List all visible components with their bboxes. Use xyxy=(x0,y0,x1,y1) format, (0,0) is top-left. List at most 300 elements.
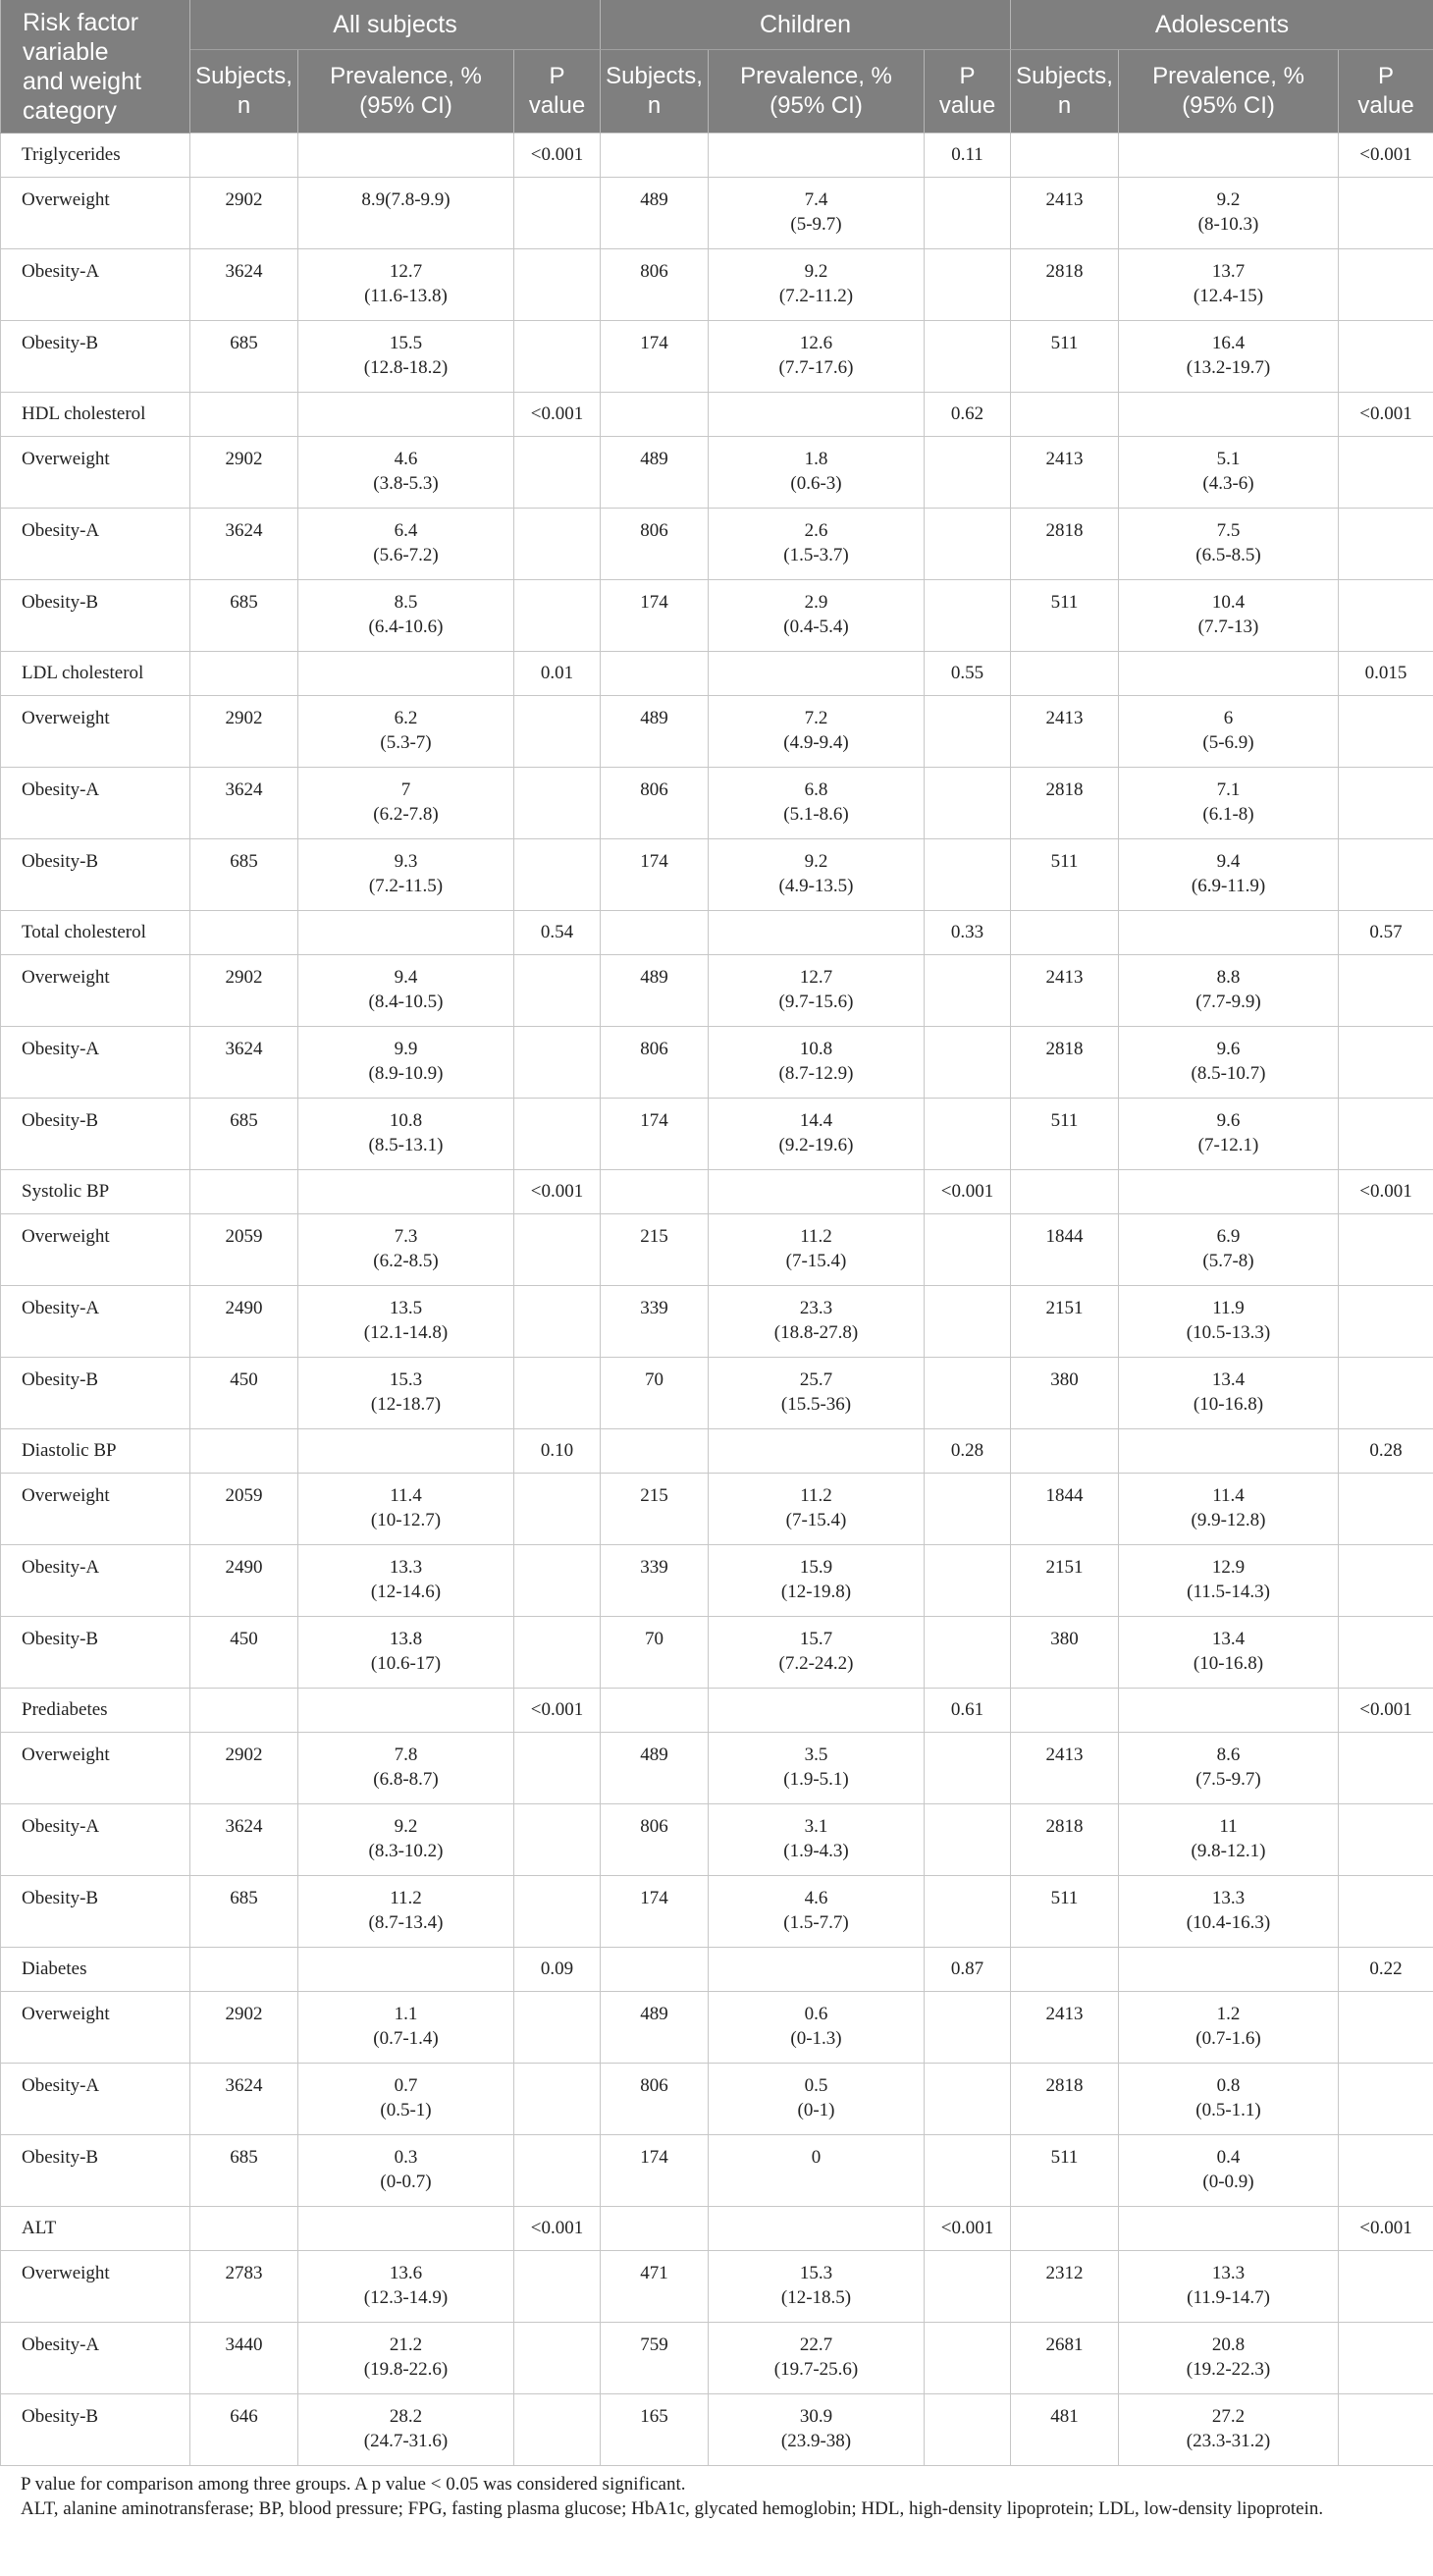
subjects-cell: 174 xyxy=(601,1099,709,1170)
prevalence-cell xyxy=(709,580,925,652)
prevalence-cell xyxy=(1119,1992,1339,2064)
empty-cell xyxy=(709,1429,925,1474)
prevalence-estimate: 0.8 xyxy=(1216,2075,1241,2096)
prevalence-ci: (23.3-31.2) xyxy=(1186,2431,1271,2451)
prevalence-cell xyxy=(298,2251,514,2323)
empty-cell xyxy=(1011,1948,1119,1992)
empty-cell xyxy=(601,911,709,955)
subjects-cell: 806 xyxy=(601,249,709,321)
empty-cell xyxy=(1119,911,1339,955)
subjects-cell: 2818 xyxy=(1011,509,1119,580)
subjects-cell: 2818 xyxy=(1011,768,1119,839)
weight-category-label: Overweight xyxy=(1,2251,190,2323)
empty-cell xyxy=(1339,955,1433,1027)
prevalence-ci: (7-15.4) xyxy=(785,1251,847,1271)
prevalence-ci: (12.1-14.8) xyxy=(363,1322,449,1343)
prevalence-cell xyxy=(709,1876,925,1948)
prevalence-cell xyxy=(709,249,925,321)
empty-cell xyxy=(925,1286,1011,1358)
prevalence-cell xyxy=(1119,580,1339,652)
prevalence-estimate: 0.6 xyxy=(804,2004,828,2024)
empty-cell xyxy=(925,249,1011,321)
category-label: Prediabetes xyxy=(1,1689,190,1733)
prevalence-cell xyxy=(1119,249,1339,321)
prevalence-ci: (4.9-13.5) xyxy=(778,876,854,896)
prevalence-estimate: 6.9 xyxy=(1216,1226,1241,1247)
weight-category-label: Obesity-B xyxy=(1,2394,190,2466)
empty-cell xyxy=(709,1170,925,1214)
prevalence-cell xyxy=(709,1992,925,2064)
prevalence-ci: (8.5-10.7) xyxy=(1191,1063,1266,1084)
prevalence-ci: (5.1-8.6) xyxy=(783,804,849,825)
prevalence-ci: (6.4-10.6) xyxy=(368,617,444,637)
prevalence-ci: (3.8-5.3) xyxy=(373,473,439,494)
empty-cell xyxy=(601,2207,709,2251)
empty-cell xyxy=(514,1286,601,1358)
empty-cell xyxy=(925,2135,1011,2207)
empty-cell xyxy=(1339,1027,1433,1099)
prevalence-ci: (15.5-36) xyxy=(780,1394,852,1415)
prevalence-cell xyxy=(1119,321,1339,393)
empty-cell xyxy=(1339,1286,1433,1358)
prevalence-estimate: 8.8 xyxy=(1216,967,1241,988)
prevalence-estimate: 22.7 xyxy=(799,2334,833,2355)
prevalence-ci: (12-18.7) xyxy=(370,1394,442,1415)
table-row xyxy=(1,955,1433,1027)
table-row xyxy=(1,839,1433,911)
prevalence-estimate: 23.3 xyxy=(799,1298,833,1318)
prevalence-cell xyxy=(298,178,514,249)
empty-cell xyxy=(514,1733,601,1804)
empty-cell xyxy=(601,134,709,178)
weight-category-label: Overweight xyxy=(1,437,190,509)
prevalence-cell xyxy=(298,2064,514,2135)
empty-cell xyxy=(1119,1948,1339,1992)
p-value-cell: 0.11 xyxy=(925,134,1011,178)
prevalence-estimate: 2.9 xyxy=(804,592,828,613)
prevalence-ci: (0-0.7) xyxy=(380,2172,432,2192)
empty-cell xyxy=(925,2251,1011,2323)
prevalence-ci: (9.7-15.6) xyxy=(778,992,854,1012)
empty-cell xyxy=(514,1804,601,1876)
weight-category-label: Overweight xyxy=(1,955,190,1027)
prevalence-cell xyxy=(1119,2064,1339,2135)
prevalence-ci: (8.3-10.2) xyxy=(368,1841,444,1861)
table-row xyxy=(1,1617,1433,1689)
prevalence-estimate: 11.4 xyxy=(1212,1485,1245,1506)
empty-cell xyxy=(1339,249,1433,321)
prevalence-cell xyxy=(709,2251,925,2323)
subjects-cell: 489 xyxy=(601,696,709,768)
prevalence-estimate: 13.3 xyxy=(389,1557,423,1578)
weight-category-label: Obesity-A xyxy=(1,509,190,580)
table-row xyxy=(1,1286,1433,1358)
prevalence-estimate: 3.1 xyxy=(804,1816,828,1837)
subjects-cell: 489 xyxy=(601,178,709,249)
empty-cell xyxy=(514,1474,601,1545)
empty-cell xyxy=(190,393,298,437)
empty-cell xyxy=(925,1545,1011,1617)
empty-cell xyxy=(1339,1214,1433,1286)
subjects-cell: 165 xyxy=(601,2394,709,2466)
subjects-cell: 806 xyxy=(601,1804,709,1876)
subjects-cell: 489 xyxy=(601,437,709,509)
subjects-cell: 174 xyxy=(601,839,709,911)
p-value-cell: <0.001 xyxy=(514,134,601,178)
subjects-cell: 339 xyxy=(601,1545,709,1617)
prevalence-ci: (5-6.9) xyxy=(1202,732,1254,753)
table-row xyxy=(1,696,1433,768)
subjects-cell: 174 xyxy=(601,1876,709,1948)
empty-cell xyxy=(1011,1429,1119,1474)
subjects-cell: 215 xyxy=(601,1474,709,1545)
prevalence-cell xyxy=(709,1286,925,1358)
empty-cell xyxy=(1119,1170,1339,1214)
prevalence-estimate: 15.5 xyxy=(389,333,423,353)
prevalence-ci: (6.8-8.7) xyxy=(373,1769,439,1790)
prevalence-ci: (8.7-13.4) xyxy=(368,1912,444,1933)
subjects-cell: 2413 xyxy=(1011,955,1119,1027)
subjects-cell: 2902 xyxy=(190,955,298,1027)
prevalence-estimate: 30.9 xyxy=(799,2406,833,2427)
subjects-cell: 380 xyxy=(1011,1358,1119,1429)
empty-cell xyxy=(514,1099,601,1170)
subjects-cell: 2902 xyxy=(190,1733,298,1804)
empty-cell xyxy=(514,2251,601,2323)
prevalence-ci: (12-19.8) xyxy=(780,1582,852,1602)
prevalence-estimate: 0.3 xyxy=(394,2147,418,2168)
empty-cell xyxy=(601,393,709,437)
prevalence-estimate: 6.4 xyxy=(394,520,418,541)
subjects-cell: 2902 xyxy=(190,437,298,509)
p-value-cell: <0.001 xyxy=(1339,1170,1433,1214)
prevalence-cell xyxy=(298,1099,514,1170)
category-label: HDL cholesterol xyxy=(1,393,190,437)
subjects-cell: 806 xyxy=(601,768,709,839)
prevalence-cell xyxy=(1119,1733,1339,1804)
prevalence-cell xyxy=(709,509,925,580)
prevalence-estimate: 11.2 xyxy=(800,1226,832,1247)
prevalence-estimate: 0 xyxy=(811,2147,822,2168)
prevalence-ci: (0.7-1.6) xyxy=(1195,2028,1261,2049)
prevalence-cell xyxy=(298,1358,514,1429)
empty-cell xyxy=(190,1689,298,1733)
prevalence-estimate: 12.6 xyxy=(799,333,833,353)
empty-cell xyxy=(1011,134,1119,178)
table-row xyxy=(1,1027,1433,1099)
subjects-cell: 806 xyxy=(601,509,709,580)
table-row xyxy=(1,2064,1433,2135)
prevalence-ci: (8-10.3) xyxy=(1197,214,1259,235)
weight-category-label: Obesity-A xyxy=(1,768,190,839)
p-value-cell: <0.001 xyxy=(1339,134,1433,178)
table-row xyxy=(1,580,1433,652)
prevalence-ci: (12.4-15) xyxy=(1193,286,1264,306)
prevalence-ci: (6.2-8.5) xyxy=(373,1251,439,1271)
table-row xyxy=(1,509,1433,580)
subjects-cell: 2312 xyxy=(1011,2251,1119,2323)
weight-category-label: Overweight xyxy=(1,1992,190,2064)
weight-category-label: Obesity-B xyxy=(1,580,190,652)
empty-cell xyxy=(925,1617,1011,1689)
prevalence-estimate: 12.9 xyxy=(1211,1557,1246,1578)
prevalence-ci: (1.9-5.1) xyxy=(783,1769,849,1790)
empty-cell xyxy=(925,580,1011,652)
empty-cell xyxy=(1339,1545,1433,1617)
prevalence-cell xyxy=(709,1358,925,1429)
empty-cell xyxy=(1339,1876,1433,1948)
prevalence-estimate: 16.4 xyxy=(1211,333,1246,353)
category-row xyxy=(1,134,1433,178)
prevalence-ci: (13.2-19.7) xyxy=(1186,357,1271,378)
subjects-cell: 511 xyxy=(1011,580,1119,652)
table-row xyxy=(1,1358,1433,1429)
weight-category-label: Obesity-B xyxy=(1,1099,190,1170)
empty-cell xyxy=(514,1358,601,1429)
table-row xyxy=(1,2323,1433,2394)
subjects-cell: 489 xyxy=(601,1733,709,1804)
empty-cell xyxy=(514,955,601,1027)
prevalence-estimate: 10.8 xyxy=(799,1039,833,1059)
prevalence-ci: (5.7-8) xyxy=(1202,1251,1254,1271)
table-row xyxy=(1,768,1433,839)
prevalence-cell xyxy=(298,1992,514,2064)
weight-category-label: Obesity-B xyxy=(1,839,190,911)
prevalence-cell xyxy=(1119,1545,1339,1617)
subjects-cell: 3624 xyxy=(190,2064,298,2135)
weight-category-label: Obesity-A xyxy=(1,1027,190,1099)
prevalence-cell xyxy=(1119,2394,1339,2466)
prevalence-cell xyxy=(298,1286,514,1358)
prevalence-ci: (19.2-22.3) xyxy=(1186,2359,1271,2380)
subjects-cell: 511 xyxy=(1011,2135,1119,2207)
category-row xyxy=(1,2207,1433,2251)
prevalence-ci: (5-9.7) xyxy=(790,214,842,235)
p-value-cell: 0.015 xyxy=(1339,652,1433,696)
prevalence-cell xyxy=(709,768,925,839)
prevalence-estimate: 6.2 xyxy=(394,708,418,728)
subjects-cell: 70 xyxy=(601,1617,709,1689)
prevalence-cell xyxy=(1119,1358,1339,1429)
empty-cell xyxy=(514,580,601,652)
footnote-abbreviations: ALT, alanine aminotransferase; BP, blood pressure; FPG, fasting plasma glucose; HbA1c, glycated hemoglobin; HDL, high-density lipoprotein; LDL, low-density lipoprotein. xyxy=(21,2498,1324,2519)
weight-category-label: Overweight xyxy=(1,178,190,249)
prevalence-ci: (7.2-11.2) xyxy=(778,286,854,306)
prevalence-estimate: 7.1 xyxy=(1216,779,1241,800)
prevalence-estimate: 15.9 xyxy=(799,1557,833,1578)
prevalence-ci: (10.4-16.3) xyxy=(1186,1912,1271,1933)
prevalence-estimate: 4.6 xyxy=(804,1888,828,1908)
prevalence-estimate: 7.4 xyxy=(804,189,828,210)
prevalence-estimate: 10.4 xyxy=(1211,592,1246,613)
subjects-cell: 2413 xyxy=(1011,178,1119,249)
table-row xyxy=(1,1804,1433,1876)
prevalence-cell xyxy=(1119,2251,1339,2323)
subjects-cell: 646 xyxy=(190,2394,298,2466)
empty-cell xyxy=(925,1358,1011,1429)
prevalence-ci: (7.7-13) xyxy=(1197,617,1259,637)
prevalence-cell xyxy=(709,2394,925,2466)
subjects-cell: 3624 xyxy=(190,1804,298,1876)
p-value-cell: <0.001 xyxy=(514,393,601,437)
subjects-cell: 2783 xyxy=(190,2251,298,2323)
table-row xyxy=(1,1099,1433,1170)
prevalence-ci: (7.5-9.7) xyxy=(1195,1769,1261,1790)
prevalence-cell xyxy=(709,1214,925,1286)
prevalence-cell xyxy=(298,2135,514,2207)
prevalence-cell xyxy=(298,839,514,911)
empty-cell xyxy=(925,1804,1011,1876)
empty-cell xyxy=(925,437,1011,509)
subjects-cell: 1844 xyxy=(1011,1474,1119,1545)
category-row xyxy=(1,652,1433,696)
subjects-header: Subjects, n xyxy=(601,50,709,134)
prevalence-cell xyxy=(709,321,925,393)
weight-category-label: Overweight xyxy=(1,696,190,768)
prevalence-header: Prevalence, % (95% CI) xyxy=(709,50,925,134)
empty-cell xyxy=(1339,1733,1433,1804)
prevalence-ci: (0-1) xyxy=(797,2100,835,2120)
prevalence-estimate: 9.9 xyxy=(394,1039,418,1059)
subjects-cell: 3440 xyxy=(190,2323,298,2394)
empty-cell xyxy=(514,696,601,768)
empty-cell xyxy=(190,2207,298,2251)
empty-cell xyxy=(1011,652,1119,696)
prevalence-header: Prevalence, % (95% CI) xyxy=(298,50,514,134)
empty-cell xyxy=(1339,1099,1433,1170)
prevalence-cell xyxy=(298,580,514,652)
category-label: Diastolic BP xyxy=(1,1429,190,1474)
empty-cell xyxy=(1339,2251,1433,2323)
prevalence-ci: (10.5-13.3) xyxy=(1186,1322,1271,1343)
empty-cell xyxy=(925,1733,1011,1804)
subjects-cell: 2151 xyxy=(1011,1286,1119,1358)
table-row xyxy=(1,1474,1433,1545)
pvalue-header: P value xyxy=(1339,50,1433,134)
empty-cell xyxy=(1339,2323,1433,2394)
prevalence-estimate: 9.4 xyxy=(394,967,418,988)
empty-cell xyxy=(298,652,514,696)
prevalence-cell xyxy=(298,1876,514,1948)
category-label: ALT xyxy=(1,2207,190,2251)
prevalence-cell xyxy=(298,321,514,393)
empty-cell xyxy=(514,509,601,580)
prevalence-cell xyxy=(298,2394,514,2466)
prevalence-estimate: 11.9 xyxy=(1212,1298,1245,1318)
p-value-cell: 0.01 xyxy=(514,652,601,696)
prevalence-estimate: 27.2 xyxy=(1211,2406,1246,2427)
empty-cell xyxy=(1119,652,1339,696)
prevalence-estimate: 13.3 xyxy=(1211,1888,1246,1908)
empty-cell xyxy=(514,1876,601,1948)
weight-category-label: Obesity-B xyxy=(1,1876,190,1948)
prevalence-estimate: 9.2 xyxy=(804,851,828,872)
empty-cell xyxy=(1339,2394,1433,2466)
footnotes xyxy=(0,2472,1433,2521)
prevalence-estimate: 9.6 xyxy=(1216,1039,1241,1059)
weight-category-label: Obesity-A xyxy=(1,1804,190,1876)
prevalence-estimate: 14.4 xyxy=(799,1110,833,1131)
subjects-cell: 2490 xyxy=(190,1545,298,1617)
subjects-cell: 2490 xyxy=(190,1286,298,1358)
empty-cell xyxy=(190,134,298,178)
group-header-children: Children xyxy=(601,0,1011,50)
prevalence-estimate: 0.4 xyxy=(1216,2147,1241,2168)
prevalence-estimate: 7.2 xyxy=(804,708,828,728)
category-row xyxy=(1,393,1433,437)
prevalence-estimate: 4.6 xyxy=(394,449,418,469)
subjects-cell: 450 xyxy=(190,1358,298,1429)
prevalence-ci: (12.3-14.9) xyxy=(363,2287,449,2308)
empty-cell xyxy=(709,2207,925,2251)
prevalence-cell xyxy=(1119,839,1339,911)
prevalence-cell xyxy=(298,437,514,509)
table-row xyxy=(1,1733,1433,1804)
prevalence-cell xyxy=(1119,1474,1339,1545)
prevalence-ci: (7.7-9.9) xyxy=(1195,992,1261,1012)
prevalence-cell xyxy=(298,696,514,768)
p-value-cell: <0.001 xyxy=(1339,2207,1433,2251)
subjects-cell: 2059 xyxy=(190,1214,298,1286)
subjects-cell: 806 xyxy=(601,1027,709,1099)
prevalence-ci: (0.4-5.4) xyxy=(783,617,849,637)
prevalence-estimate: 13.6 xyxy=(389,2263,423,2283)
subjects-cell: 511 xyxy=(1011,1099,1119,1170)
prevalence-cell xyxy=(1119,1027,1339,1099)
prevalence-cell xyxy=(709,1474,925,1545)
empty-cell xyxy=(925,696,1011,768)
subjects-cell: 2818 xyxy=(1011,1804,1119,1876)
empty-cell xyxy=(925,321,1011,393)
subjects-cell: 3624 xyxy=(190,1027,298,1099)
subjects-cell: 511 xyxy=(1011,839,1119,911)
empty-cell xyxy=(925,1474,1011,1545)
empty-cell xyxy=(925,839,1011,911)
p-value-cell: <0.001 xyxy=(514,1689,601,1733)
category-label: Total cholesterol xyxy=(1,911,190,955)
empty-cell xyxy=(1339,768,1433,839)
subjects-cell: 1844 xyxy=(1011,1214,1119,1286)
prevalence-cell xyxy=(298,1027,514,1099)
prevalence-ci: (12-18.5) xyxy=(780,2287,852,2308)
prevalence-cell xyxy=(298,1474,514,1545)
weight-category-label: Obesity-B xyxy=(1,321,190,393)
prevalence-ci: (5.3-7) xyxy=(380,732,432,753)
prevalence-ci: (9.9-12.8) xyxy=(1191,1510,1266,1530)
p-value-cell: <0.001 xyxy=(1339,1689,1433,1733)
prevalence-cell xyxy=(1119,1617,1339,1689)
empty-cell xyxy=(1119,134,1339,178)
table-row xyxy=(1,321,1433,393)
prevalence-estimate: 15.7 xyxy=(799,1629,833,1649)
empty-cell xyxy=(925,1992,1011,2064)
empty-cell xyxy=(1339,696,1433,768)
empty-cell xyxy=(925,178,1011,249)
p-value-cell: <0.001 xyxy=(925,1170,1011,1214)
prevalence-ci: (0.6-3) xyxy=(790,473,842,494)
empty-cell xyxy=(1339,580,1433,652)
prevalence-ci: (7.7-17.6) xyxy=(778,357,854,378)
empty-cell xyxy=(1339,2064,1433,2135)
prevalence-ci: (4.3-6) xyxy=(1202,473,1254,494)
empty-cell xyxy=(925,1027,1011,1099)
prevalence-cell xyxy=(709,955,925,1027)
pvalue-header: P value xyxy=(514,50,601,134)
empty-cell xyxy=(1339,1617,1433,1689)
prevalence-ci: (0.5-1) xyxy=(380,2100,432,2120)
p-value-cell: 0.28 xyxy=(1339,1429,1433,1474)
prevalence-cell xyxy=(1119,1804,1339,1876)
